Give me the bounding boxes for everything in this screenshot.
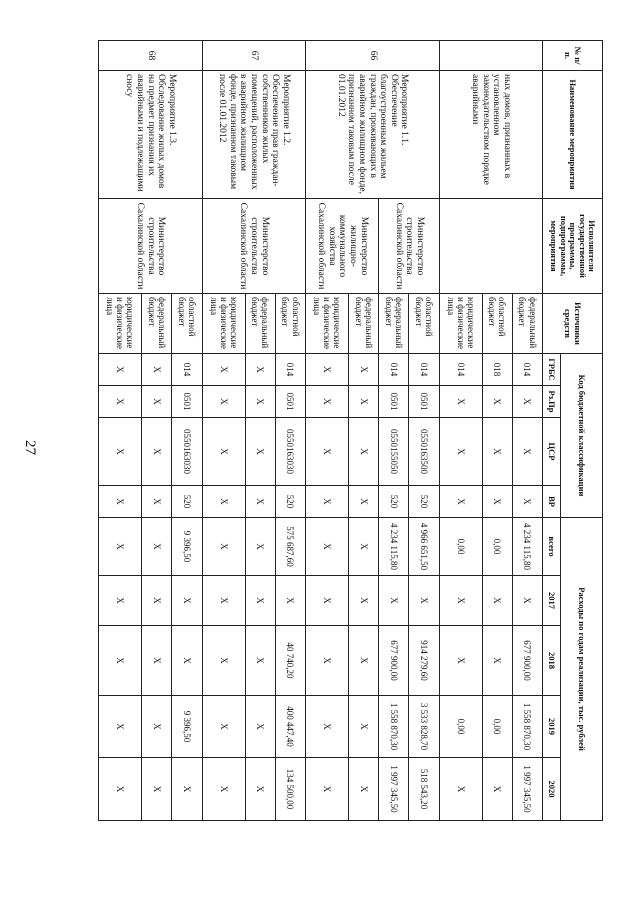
total-cell: 4 966 651,50 <box>409 518 439 576</box>
rzpr-cell: X <box>439 386 482 418</box>
y2019-cell: 3 533 828,70 <box>409 696 439 758</box>
rzpr-cell: X <box>349 386 379 418</box>
rzpr-cell: 0501 <box>379 386 409 418</box>
rzpr-cell: 0501 <box>409 386 439 418</box>
header-executor: Исполнители государственной программы, подпрограммы, мероприятия <box>543 199 603 294</box>
y2019-cell: 9 396,50 <box>172 696 202 758</box>
total-cell: X <box>99 518 142 576</box>
header-name: Наименование мероприятия <box>543 71 603 199</box>
y2018-cell: X <box>245 626 275 696</box>
vr-cell: X <box>99 486 142 518</box>
total-cell: 9 396,50 <box>172 518 202 576</box>
y2018-cell: X <box>439 626 482 696</box>
y2020-cell: 518 543,20 <box>409 758 439 821</box>
table-row <box>172 41 202 821</box>
vr-cell: X <box>306 486 349 518</box>
y2017-cell: X <box>275 576 305 626</box>
y2018-cell: 40 740,20 <box>275 626 305 696</box>
csr-cell: X <box>482 418 512 486</box>
grbs-cell: 014 <box>409 354 439 386</box>
rzpr-cell: X <box>512 386 542 418</box>
total-cell: X <box>142 518 172 576</box>
grbs-cell: 014 <box>512 354 542 386</box>
y2019-cell: 1 558 870,30 <box>379 696 409 758</box>
grbs-cell: X <box>99 354 142 386</box>
executor-cell: Министерство строительства Сахалинской области <box>379 199 439 294</box>
y2018-cell: X <box>306 626 349 696</box>
source-cell: федеральный бюджет <box>379 294 409 354</box>
source-cell: областной бюджет <box>482 294 512 354</box>
header-expense-group: Расходы по годам реализации, тыс. рублей <box>561 518 603 821</box>
y2018-cell: X <box>482 626 512 696</box>
y2019-cell: X <box>202 696 245 758</box>
source-cell: федеральный бюджет <box>245 294 275 354</box>
y2017-cell: X <box>409 576 439 626</box>
total-cell: 4 234 115,80 <box>379 518 409 576</box>
header-2020: 2020 <box>543 758 561 821</box>
event-name-cell: Мероприятие 1.3. Обследование жилых домов на предмет признания их аварийными и подлежащими сносу <box>99 71 203 199</box>
y2019-cell: X <box>142 696 172 758</box>
y2017-cell: X <box>439 576 482 626</box>
y2020-cell: X <box>172 758 202 821</box>
y2017-cell: X <box>349 576 379 626</box>
y2017-cell: X <box>202 576 245 626</box>
y2019-cell: 0,00 <box>439 696 482 758</box>
y2017-cell: X <box>482 576 512 626</box>
vr-cell: X <box>439 486 482 518</box>
rzpr-cell: X <box>202 386 245 418</box>
y2018-cell: X <box>172 626 202 696</box>
y2019-cell: 400 447,40 <box>275 696 305 758</box>
y2017-cell: X <box>142 576 172 626</box>
source-cell: юридические и физические лица <box>439 294 482 354</box>
y2020-cell: X <box>99 758 142 821</box>
total-cell: 0,00 <box>439 518 482 576</box>
vr-cell: X <box>482 486 512 518</box>
vr-cell: 520 <box>275 486 305 518</box>
grbs-cell: X <box>306 354 349 386</box>
vr-cell: X <box>142 486 172 518</box>
y2020-cell: 1 997 345,50 <box>379 758 409 821</box>
csr-cell: X <box>202 418 245 486</box>
csr-cell: 0550155050 <box>379 418 409 486</box>
grbs-cell: X <box>142 354 172 386</box>
y2020-cell: X <box>245 758 275 821</box>
grbs-cell: 014 <box>439 354 482 386</box>
y2019-cell: X <box>349 696 379 758</box>
total-cell: 4 234 115,80 <box>512 518 542 576</box>
csr-cell: X <box>439 418 482 486</box>
source-cell: областной бюджет <box>172 294 202 354</box>
y2018-cell: X <box>142 626 172 696</box>
y2020-cell: X <box>306 758 349 821</box>
rzpr-cell: 0501 <box>275 386 305 418</box>
source-cell: областной бюджет <box>409 294 439 354</box>
grbs-cell: 014 <box>379 354 409 386</box>
page-number: 27 <box>22 440 38 455</box>
header-rzpr: Рз.Пр <box>543 386 561 418</box>
source-cell: федеральный бюджет <box>512 294 542 354</box>
y2018-cell: 677 900,00 <box>379 626 409 696</box>
header-2017: 2017 <box>543 576 561 626</box>
source-cell: юридические и физические лица <box>99 294 142 354</box>
total-cell: X <box>202 518 245 576</box>
source-cell: федеральный бюджет <box>142 294 172 354</box>
source-cell: областной бюджет <box>275 294 305 354</box>
y2017-cell: X <box>172 576 202 626</box>
y2017-cell: X <box>379 576 409 626</box>
y2019-cell: 0,00 <box>482 696 512 758</box>
vr-cell: X <box>512 486 542 518</box>
y2018-cell: X <box>202 626 245 696</box>
grbs-cell: 014 <box>172 354 202 386</box>
source-cell: юридические и физические лица <box>306 294 349 354</box>
header-code-group: Код бюджетной классификации <box>561 354 603 518</box>
table-body <box>99 41 543 821</box>
y2017-cell: X <box>512 576 542 626</box>
executor-cell: Министерство строительства Сахалинской области <box>99 199 203 294</box>
y2020-cell: X <box>482 758 512 821</box>
executor-cell: Министерство жилищно-коммунального хозяйства Сахалинской области <box>306 199 379 294</box>
y2020-cell: 1 997 345,50 <box>512 758 542 821</box>
vr-cell: X <box>245 486 275 518</box>
y2017-cell: X <box>306 576 349 626</box>
grbs-cell: X <box>245 354 275 386</box>
csr-cell: X <box>512 418 542 486</box>
vr-cell: 520 <box>379 486 409 518</box>
csr-cell: X <box>349 418 379 486</box>
csr-cell: X <box>306 418 349 486</box>
vr-cell: 520 <box>409 486 439 518</box>
csr-cell: X <box>245 418 275 486</box>
header-2019: 2019 <box>543 696 561 758</box>
csr-cell: 0550163030 <box>275 418 305 486</box>
y2020-cell: X <box>439 758 482 821</box>
rzpr-cell: X <box>306 386 349 418</box>
table-row <box>275 41 305 821</box>
header-num: № п/п. <box>543 41 603 71</box>
y2019-cell: 1 558 870,30 <box>512 696 542 758</box>
row-number-cell: 66 <box>306 41 440 71</box>
vr-cell: X <box>349 486 379 518</box>
header-csr: ЦСР <box>543 418 561 486</box>
event-name-cell: Мероприятие 1.1. Обеспечение благоустроенным жильем граждан, проживающих в аварийном жилищном фонде, признанном таковым после 01.01.2012 <box>306 71 440 199</box>
y2018-cell: 914 279,60 <box>409 626 439 696</box>
executor-cell <box>439 199 542 294</box>
y2018-cell: X <box>99 626 142 696</box>
budget-table-sheet <box>98 40 603 820</box>
row-number-cell <box>439 41 542 71</box>
y2020-cell: X <box>349 758 379 821</box>
csr-cell: X <box>99 418 142 486</box>
y2019-cell: X <box>306 696 349 758</box>
grbs-cell: 018 <box>482 354 512 386</box>
csr-cell: X <box>142 418 172 486</box>
row-number-cell: 67 <box>202 41 305 71</box>
rzpr-cell: 0501 <box>172 386 202 418</box>
vr-cell: X <box>202 486 245 518</box>
table-row <box>409 41 439 821</box>
event-name-cell: ных домов, признанных в установленном законодательством порядке аварийными <box>439 71 542 199</box>
y2018-cell: X <box>349 626 379 696</box>
y2017-cell: X <box>99 576 142 626</box>
header-2018: 2018 <box>543 626 561 696</box>
total-cell: X <box>306 518 349 576</box>
grbs-cell: X <box>202 354 245 386</box>
y2018-cell: 677 900,00 <box>512 626 542 696</box>
csr-cell: 0550163030 <box>172 418 202 486</box>
vr-cell: 520 <box>172 486 202 518</box>
source-cell: юридические и физические лица <box>202 294 245 354</box>
y2020-cell: X <box>142 758 172 821</box>
header-grbs: ГРБС <box>543 354 561 386</box>
executor-cell: Министерство строительства Сахалинской области <box>202 199 305 294</box>
y2020-cell: 134 500,00 <box>275 758 305 821</box>
table-row <box>512 41 542 821</box>
y2019-cell: X <box>99 696 142 758</box>
grbs-cell: X <box>349 354 379 386</box>
total-cell: X <box>349 518 379 576</box>
budget-table <box>98 40 603 821</box>
event-name-cell: Мероприятие 1.2. Обеспечение прав граждан-собственников жилых помещений, расположенных в аварийном жилищном фонде, признанном таковым после 01.01.2012 <box>202 71 305 199</box>
header-total: всего <box>543 518 561 576</box>
rzpr-cell: X <box>99 386 142 418</box>
rzpr-cell: X <box>245 386 275 418</box>
source-cell: федеральный бюджет <box>349 294 379 354</box>
grbs-cell: 014 <box>275 354 305 386</box>
y2017-cell: X <box>245 576 275 626</box>
total-cell: 0,00 <box>482 518 512 576</box>
rzpr-cell: X <box>142 386 172 418</box>
y2020-cell: X <box>202 758 245 821</box>
total-cell: 575 687,60 <box>275 518 305 576</box>
y2019-cell: X <box>245 696 275 758</box>
row-number-cell: 68 <box>99 41 203 71</box>
header-vr: ВР <box>543 486 561 518</box>
rzpr-cell: X <box>482 386 512 418</box>
csr-cell: 0550163500 <box>409 418 439 486</box>
total-cell: X <box>245 518 275 576</box>
header-sources: Источники средств <box>543 294 603 354</box>
